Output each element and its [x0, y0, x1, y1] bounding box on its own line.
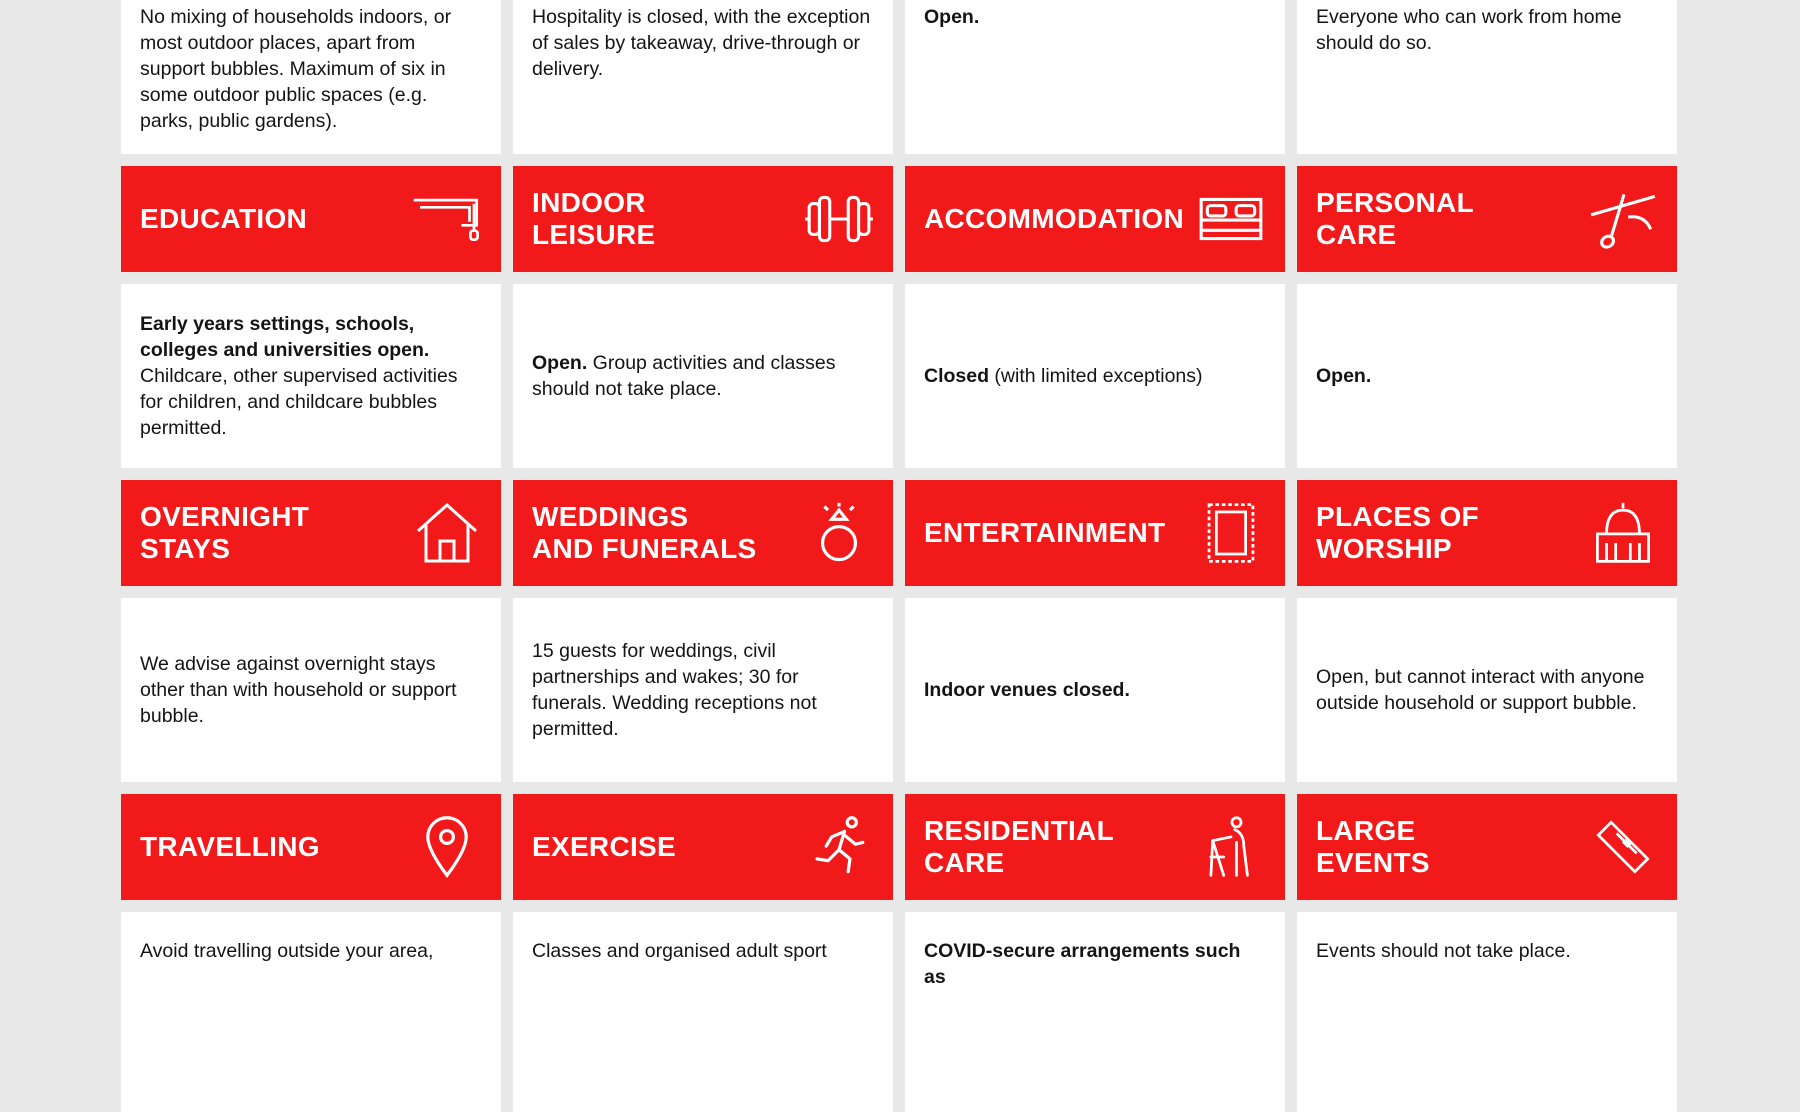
category-header	[513, 480, 893, 586]
card-text	[140, 4, 481, 134]
card-text-regular: (with limited exceptions)	[989, 365, 1203, 387]
card-text-regular: Classes and organised adult sport	[532, 940, 827, 962]
house-icon	[411, 501, 483, 565]
info-card	[513, 912, 893, 1112]
card-text-regular: Avoid travelling outside your area,	[140, 940, 434, 962]
category-header	[513, 166, 893, 272]
card-text	[532, 938, 827, 964]
info-card	[905, 598, 1285, 782]
info-card	[905, 284, 1285, 468]
info-card	[1297, 0, 1677, 154]
runner-icon	[803, 815, 875, 879]
card-text	[532, 350, 873, 402]
card-text-bold: Open.	[924, 6, 980, 28]
card-text	[140, 938, 433, 964]
card-text-regular: No mixing of households indoors, or most outdoor places, apart from support bubbles. Maximum of six in some outdoor public spaces (e.g. parks, public gardens).	[140, 6, 452, 132]
info-card	[513, 598, 893, 782]
info-card	[1297, 598, 1677, 782]
category-header	[1297, 794, 1677, 900]
category-header	[905, 794, 1285, 900]
card-text-regular: Everyone who can work from home should do so.	[1316, 6, 1622, 54]
info-card	[121, 912, 501, 1112]
card-text-bold: Closed	[924, 365, 990, 387]
card-text-regular: 15 guests for weddings, civil partnerships and wakes; 30 for funerals. Wedding receptions not permitted.	[532, 640, 817, 740]
card-text-regular: Open, but cannot interact with anyone outside household or support bubble.	[1316, 666, 1645, 714]
card-text-bold: COVID-secure arrangements such as	[924, 940, 1241, 988]
card-text-regular: Childcare, other supervised activities for children, and childcare bubbles permitted.	[140, 365, 458, 439]
category-header	[513, 794, 893, 900]
restrictions-grid	[121, 0, 1679, 988]
info-card	[905, 0, 1285, 154]
card-text-bold: Indoor venues closed.	[924, 679, 1130, 701]
info-card	[121, 284, 501, 468]
card-text	[1316, 938, 1571, 964]
card-text	[1316, 4, 1657, 56]
card-text	[924, 4, 979, 30]
category-header	[1297, 480, 1677, 586]
card-text	[140, 311, 481, 441]
category-title: INDOOR LEISURE	[532, 187, 656, 250]
card-text-regular: Hospitality is closed, with the exception of sales by takeaway, drive-through or delivery.	[532, 6, 871, 80]
place-of-worship-icon	[1587, 501, 1659, 565]
info-card	[1297, 284, 1677, 468]
card-text	[532, 4, 873, 82]
category-title: EDUCATION	[140, 203, 308, 234]
category-title: LARGE EVENTS	[1316, 815, 1430, 878]
info-card	[1297, 912, 1677, 1112]
category-header	[121, 166, 501, 272]
category-title: EXERCISE	[532, 831, 676, 862]
info-card	[905, 912, 1285, 1112]
info-card	[121, 0, 501, 154]
card-text	[532, 638, 873, 742]
card-text	[1316, 664, 1657, 716]
category-header	[121, 480, 501, 586]
category-header	[1297, 166, 1677, 272]
category-title: WEDDINGS AND FUNERALS	[532, 501, 757, 564]
info-card	[121, 598, 501, 782]
card-text	[140, 651, 481, 729]
picture-frame-icon	[1195, 501, 1267, 565]
dumbbell-icon	[803, 187, 875, 251]
walker-icon	[1195, 815, 1267, 879]
card-text-bold: Open.	[1316, 365, 1372, 387]
card-text	[924, 677, 1130, 703]
category-title: ACCOMMODATION	[924, 203, 1185, 234]
mortarboard-icon	[411, 187, 483, 251]
card-text-regular: Events should not take place.	[1316, 940, 1571, 962]
ticket-icon	[1587, 815, 1659, 879]
location-pin-icon	[411, 815, 483, 879]
category-title: ENTERTAINMENT	[924, 517, 1166, 548]
card-text	[924, 938, 1265, 990]
scissors-icon	[1587, 187, 1659, 251]
category-title: RESIDENTIAL CARE	[924, 815, 1114, 878]
category-header	[905, 166, 1285, 272]
category-header	[905, 480, 1285, 586]
card-text-bold: Open.	[532, 352, 588, 374]
card-text-bold: Early years settings, schools, colleges and universities open.	[140, 313, 430, 361]
category-title: PLACES OF WORSHIP	[1316, 501, 1479, 564]
category-title: PERSONAL CARE	[1316, 187, 1474, 250]
card-text	[924, 363, 1203, 389]
card-text-regular: We advise against overnight stays other than with household or support bubble.	[140, 653, 457, 727]
info-card	[513, 0, 893, 154]
category-title: OVERNIGHT STAYS	[140, 501, 310, 564]
card-text-regular: Group activities and classes should not take place.	[532, 352, 836, 400]
category-header	[121, 794, 501, 900]
card-text	[1316, 363, 1371, 389]
ring-icon	[803, 501, 875, 565]
info-card	[513, 284, 893, 468]
bed-icon	[1195, 187, 1267, 251]
category-title: TRAVELLING	[140, 831, 320, 862]
